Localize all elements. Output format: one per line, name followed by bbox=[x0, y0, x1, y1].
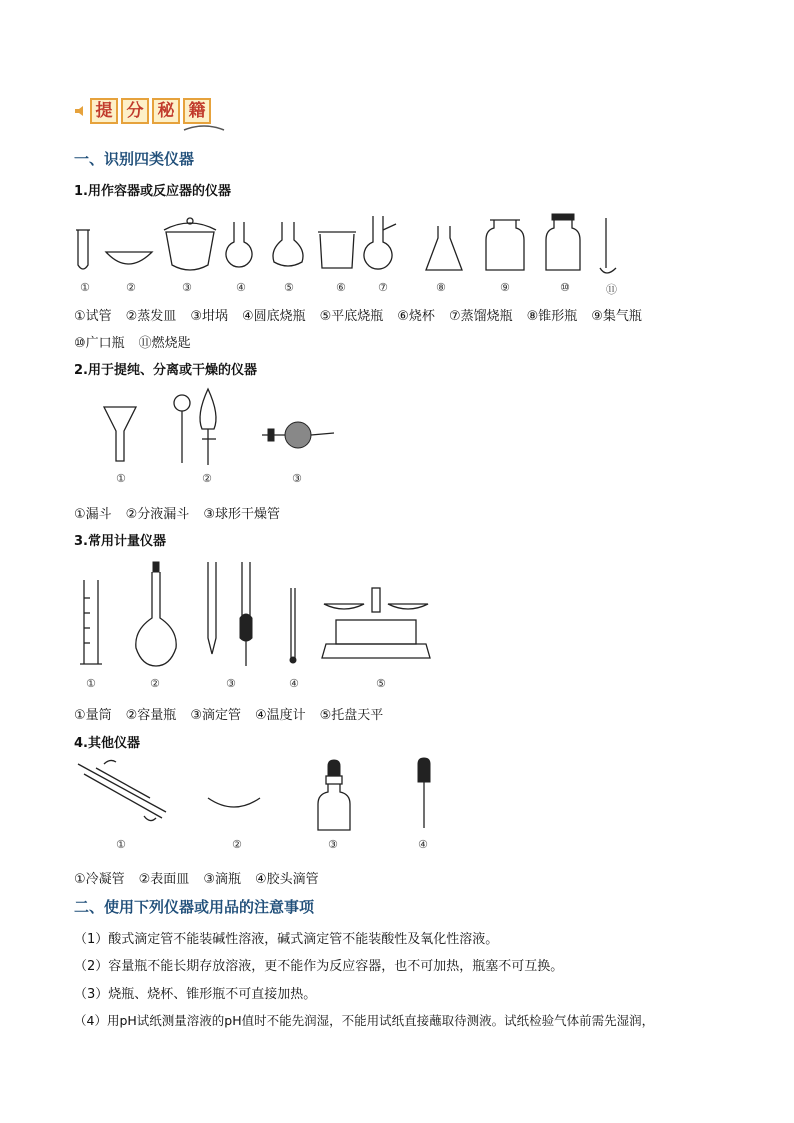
label-item: ④圆底烧瓶 bbox=[241, 309, 306, 324]
label-item: ②蒸发皿 bbox=[125, 309, 177, 324]
note-item: （1）酸式滴定管不能装碱性溶液，碱式滴定管不能装酸性及氧化性溶液。 bbox=[74, 932, 499, 947]
label-item: ③球形干燥管 bbox=[203, 507, 280, 522]
label-item: ①冷凝管 bbox=[74, 872, 125, 887]
crucible-icon bbox=[164, 218, 216, 270]
group4-labels bbox=[74, 868, 333, 887]
label-item: ⑧锥形瓶 bbox=[526, 309, 578, 324]
volumetric-flask-icon bbox=[136, 562, 176, 666]
label-item: ②分液漏斗 bbox=[125, 507, 190, 522]
figure-number: ① bbox=[116, 838, 126, 851]
thermometer-icon bbox=[290, 588, 296, 663]
group2-title: 2.用于提纯、分离或干燥的仪器 bbox=[74, 363, 257, 378]
label-item: ⑪燃烧匙 bbox=[138, 336, 191, 351]
figure-number: ④ bbox=[236, 281, 246, 294]
label-item: ①试管 bbox=[74, 309, 112, 324]
figure-number: ③ bbox=[182, 281, 192, 294]
figure-number: ④ bbox=[418, 838, 428, 851]
figure-number: ⑤ bbox=[284, 281, 294, 294]
figure-number: ③ bbox=[226, 677, 236, 690]
label-item: ⑩广口瓶 bbox=[74, 336, 125, 351]
group3-labels bbox=[74, 704, 397, 723]
conical-flask-icon bbox=[426, 226, 462, 270]
group1-illustration bbox=[70, 210, 630, 300]
condenser-icon bbox=[78, 760, 166, 820]
label-item: ⑤托盘天平 bbox=[319, 708, 384, 723]
note-item: （2）容量瓶不能长期存放溶液，更不能作为反应容器，也不可加热，瓶塞不可互换。 bbox=[74, 959, 564, 974]
figure-number: ⑪ bbox=[606, 283, 617, 296]
label-item: ⑥烧杯 bbox=[397, 309, 435, 324]
figure-number: ⑦ bbox=[378, 281, 388, 294]
burette-icon bbox=[208, 562, 252, 666]
figure-number: ① bbox=[116, 472, 126, 485]
group2-labels bbox=[74, 503, 294, 522]
label-item: ②容量瓶 bbox=[125, 708, 177, 723]
evaporating-dish-icon bbox=[106, 252, 152, 264]
round-bottom-flask-icon bbox=[226, 222, 252, 267]
figure-number: ⑩ bbox=[560, 281, 570, 294]
banner-char: 籍 bbox=[183, 98, 211, 124]
wide-mouth-bottle-icon bbox=[546, 214, 580, 270]
label-item: ③坩埚 bbox=[190, 309, 228, 324]
dropper-icon bbox=[418, 758, 430, 828]
separatory-funnel-icon bbox=[174, 389, 216, 465]
label-item: ④胶头滴管 bbox=[254, 872, 319, 887]
figure-number: ③ bbox=[292, 472, 302, 485]
test-tube-icon bbox=[76, 230, 90, 269]
note-item: （4）用pH试纸测量溶液的pH值时不能先润湿，不能用试纸直接蘸取待测液。试纸检验气体前需先湿润， bbox=[74, 1013, 655, 1028]
label-item: ①漏斗 bbox=[74, 507, 112, 522]
figure-number: ③ bbox=[328, 838, 338, 851]
beaker-icon bbox=[318, 232, 356, 268]
label-item: ⑨集气瓶 bbox=[591, 309, 642, 324]
figure-number: ⑧ bbox=[436, 281, 446, 294]
label-item: ②表面皿 bbox=[138, 872, 190, 887]
group3-illustration bbox=[76, 558, 436, 668]
platform-balance-icon bbox=[322, 588, 430, 658]
label-item: ③滴定管 bbox=[190, 708, 241, 723]
banner-char: 秘 bbox=[152, 98, 180, 124]
group3-title: 3.常用计量仪器 bbox=[74, 534, 166, 549]
funnel-icon bbox=[104, 407, 136, 461]
figure-number: ⑤ bbox=[376, 677, 386, 690]
section2-title: 二、使用下列仪器或用品的注意事项 bbox=[74, 898, 315, 916]
note-item: （3）烧瓶、烧杯、锥形瓶不可直接加热。 bbox=[74, 987, 317, 1002]
speaker-icon bbox=[74, 105, 88, 117]
section-banner bbox=[74, 98, 214, 124]
group2-illustration bbox=[90, 385, 350, 470]
dropping-bottle-icon bbox=[318, 760, 350, 830]
distilling-flask-icon bbox=[364, 216, 396, 269]
label-item: ③滴瓶 bbox=[203, 872, 241, 887]
watch-glass-icon bbox=[208, 798, 260, 807]
label-item: ⑦蒸馏烧瓶 bbox=[448, 309, 513, 324]
figure-number: ② bbox=[126, 281, 136, 294]
banner-char: 分 bbox=[121, 98, 149, 124]
figure-number: ⑨ bbox=[500, 281, 510, 294]
figure-number: ⑥ bbox=[336, 281, 346, 294]
figure-number: ① bbox=[80, 281, 90, 294]
drying-tube-icon bbox=[262, 422, 334, 448]
graduated-cylinder-icon bbox=[80, 580, 102, 664]
figure-number: ② bbox=[232, 838, 242, 851]
swoosh-decoration bbox=[184, 122, 224, 132]
group1-labels-line2 bbox=[74, 332, 205, 351]
figure-number: ① bbox=[86, 677, 96, 690]
section1-title: 一、识别四类仪器 bbox=[74, 150, 195, 168]
flat-bottom-flask-icon bbox=[273, 222, 303, 266]
group4-illustration bbox=[74, 758, 444, 834]
group1-title: 1.用作容器或反应器的仪器 bbox=[74, 184, 231, 199]
group1-labels-line1 bbox=[74, 305, 656, 324]
figure-number: ④ bbox=[289, 677, 299, 690]
gas-bottle-icon bbox=[486, 220, 524, 270]
combustion-spoon-icon bbox=[600, 218, 616, 273]
banner-char: 提 bbox=[90, 98, 118, 124]
figure-number: ② bbox=[202, 472, 212, 485]
group4-title: 4.其他仪器 bbox=[74, 736, 140, 751]
label-item: ④温度计 bbox=[254, 708, 306, 723]
label-item: ①量筒 bbox=[74, 708, 112, 723]
label-item: ⑤平底烧瓶 bbox=[319, 309, 384, 324]
figure-number: ② bbox=[150, 677, 160, 690]
